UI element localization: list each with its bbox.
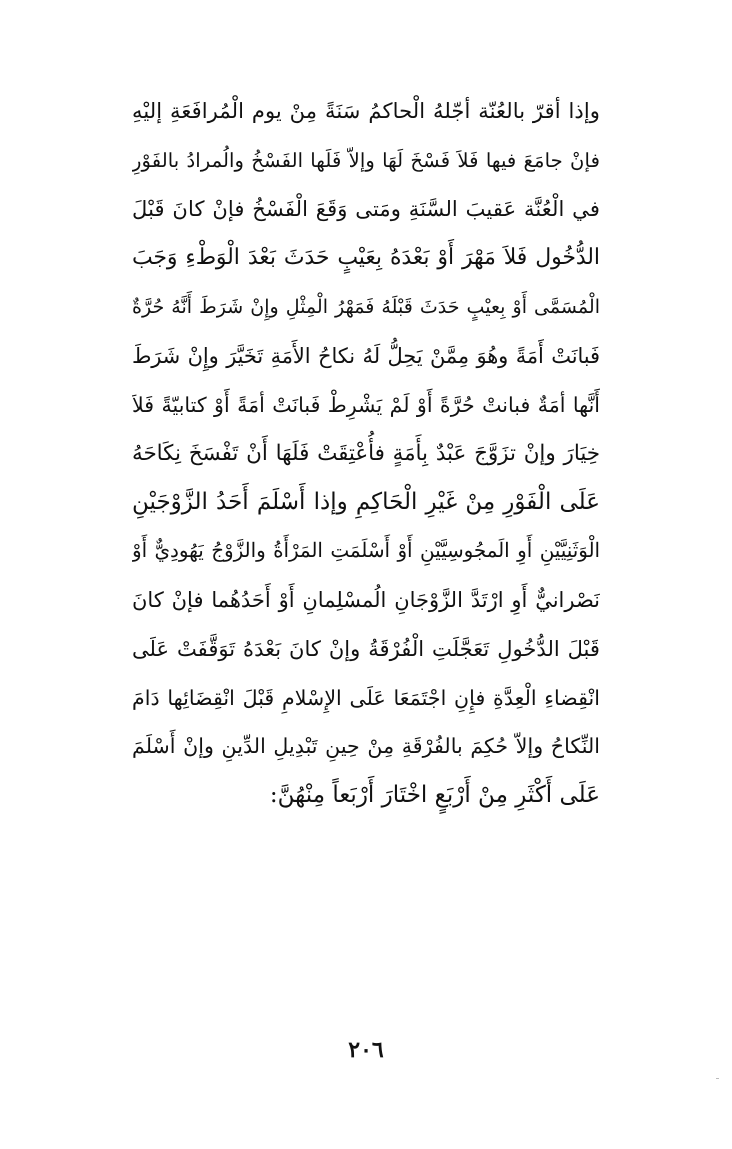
text-line-12: قَبْلَ الدُّخُولِ تَعَجَّلَتِ الْفُرْقَةُ وإنْ كانَ بَعْدَهُ تَوَقَّفَتْ عَلَى	[132, 635, 600, 661]
scan-speck	[716, 1078, 719, 1079]
text-line-11: نَصْرانيٌّ أَوِ ارْتَدَّ الزَّوْجَانِ الُمسْلِمانِ أَوْ أَحَدُهُما فإنْ كانَ	[132, 587, 600, 612]
text-line-15: عَلَى أَكْثَرِ مِنْ أَرْبَعٍ اخْتَارَ أَرْبَعاً مِنْهُنَّ:	[269, 782, 600, 809]
text-line-14: النِّكاحُ وإلاّ حُكِمَ بالفُرْقَةِ مِنْ حِينِ تَبْدِيلِ الدِّينِ وإنْ أَسْلَمَ	[132, 734, 600, 759]
text-line-2: فإنْ جامَعَ فيها فَلاَ فَسْخَ لَهَا وإلاّ فَلَها الفَسْخُ والُمرادُ بالفَوْرِ	[132, 148, 600, 172]
text-line-10: الْوَثَنِيَّيْنِ أَوِ الَمجُوسِيَّيْنِ أَوْ أَسْلَمَتِ المَرْأَةُ والزَّوْجُ يَهُودِيٌّ أَوْ	[132, 539, 600, 563]
text-line-3: في الْعُنَّة عَقيبَ السَّنَةِ ومَتى وَقَعَ الْفَسْخُ فإنْ كانَ قَبْلَ	[132, 196, 600, 222]
text-line-6: فَبانَتْ أَمَةً وهُوَ مِمَّنْ يَحِلُّ لَهُ نكاحُ الأَمَةِ تَخَيَّرَ وإِنْ شَرَطَ	[132, 343, 600, 368]
body-text	[132, 88, 600, 820]
text-line-5: الْمُسَمَّى أَوْ بِعيْبٍ حَدَثَ قَبْلَهُ فَمَهْرُ الْمِثْلِ وإِنْ شَرَطَ أَنَّهُ حُرَّةٌ	[132, 296, 600, 319]
text-line-1: وإذا أقرّ بالعُنّة أجّلهُ الْحاكمُ سَنَةً مِنْ يوم الْمُرافَعَةِ إليْهِ	[132, 99, 600, 124]
text-line-4: الدُّخُول فَلاَ مَهْرَ أَوْ بَعْدَهُ بِعَيْبٍ حَدَثَ بَعْدَ الْوَطْءِ وَجَبَ	[132, 245, 600, 271]
text-line-8: خِيَارَ وإنْ تزَوَّجَ عَبْدٌ بِأَمَةٍ فأُعْتِقَتْ فَلَهَا أَنْ تَفْسَخَ نِكَاحَهُ	[132, 440, 600, 466]
text-line-13: انْقِضاءِ الْعِدَّةِ فإِنِ اجْتَمَعَا عَلَى الإِسْلامِ قَبْلَ انْقِضَائِها دَامَ	[132, 685, 600, 710]
page-number: ٢٠٦	[348, 1037, 384, 1063]
text-line-7: أَنَّها أمَةٌ فبانتْ حُرَّةً أَوْ لَمْ يَشْرِطْ فَبانَتْ أمَةً أَوْ كتابيّةً فَلاَ	[132, 392, 600, 417]
text-line-9: عَلَى الْفَوْرِ مِنْ غَيْرِ الْحَاكِمِ وإذا أَسْلَمَ أَحَدُ الزَّوْجَيْنِ	[132, 489, 600, 516]
